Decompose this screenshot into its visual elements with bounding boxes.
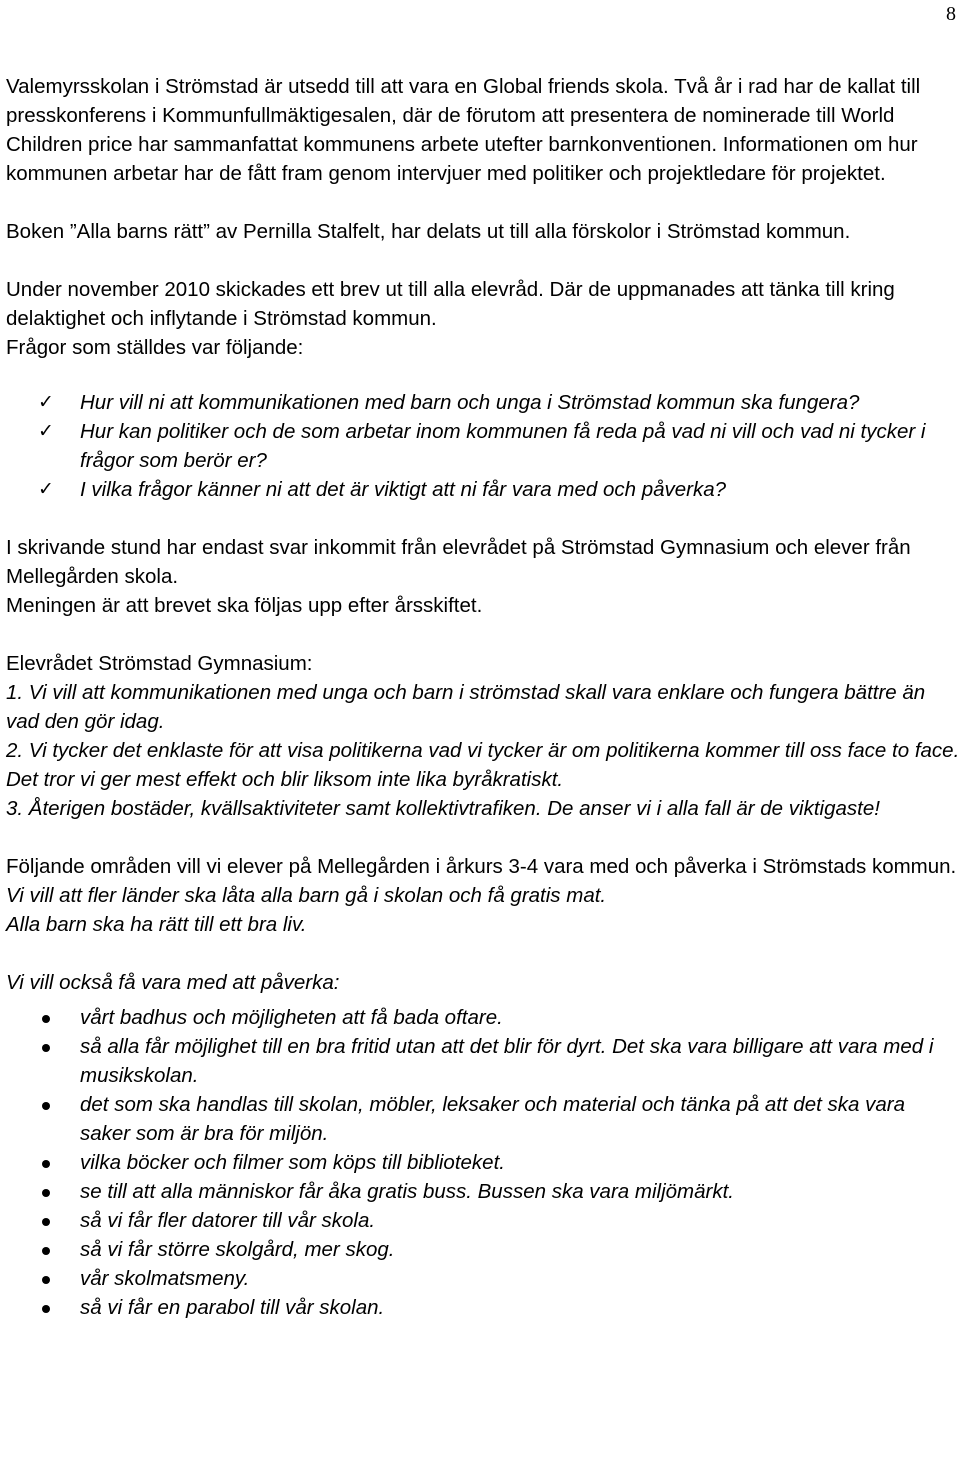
document-body <box>6 72 960 1322</box>
influence-item <box>6 1264 960 1293</box>
spacer <box>6 823 960 852</box>
influence-list <box>6 1003 960 1322</box>
bullet-icon <box>42 1189 50 1197</box>
spacer <box>6 504 960 533</box>
checkmark-icon: ✓ <box>38 391 54 413</box>
influence-item <box>6 1090 960 1148</box>
influence-item <box>6 1293 960 1322</box>
letter-paragraph: Under november 2010 skickades ett brev ut till alla elevråd. Där de uppmanades att tänka till kring delaktighet och inflytande i Strömstad kommun. <box>6 278 895 330</box>
influence-text: se till att alla människor får åka gratis buss. Bussen ska vara miljömärkt. <box>80 1180 734 1203</box>
influence-item <box>6 1177 960 1206</box>
spacer <box>6 620 960 649</box>
spacer <box>6 939 960 968</box>
influence-text: så vi får fler datorer till vår skola. <box>80 1209 376 1232</box>
responses-paragraph: I skrivande stund har endast svar inkommit från elevrådet på Strömstad Gymnasium och elever från Mellegården skola. <box>6 536 911 588</box>
influence-text: så alla får möjlighet till en bra fritid utan att det blir för dyrt. Det ska vara billigare att vara med i musikskolan. <box>80 1035 934 1087</box>
page-number: 8 <box>946 3 956 25</box>
influence-heading: Vi vill också få vara med att påverka: <box>6 971 340 994</box>
mellegarden-line-2: Alla barn ska ha rätt till ett bra liv. <box>6 913 307 936</box>
bullet-icon <box>42 1102 50 1110</box>
gymnasium-heading: Elevrådet Strömstad Gymnasium: <box>6 652 313 675</box>
spacer <box>6 362 960 388</box>
question-item <box>6 417 960 475</box>
mellegarden-intro: Följande områden vill vi elever på Mellegården i årkurs 3-4 vara med och påverka i Strömstads kommun. <box>6 855 957 878</box>
gymnasium-answer-1: 1. Vi vill att kommunikationen med unga och barn i strömstad skall vara enklare och fungera bättre än vad den gör idag. <box>6 681 926 733</box>
question-text: Hur vill ni att kommunikationen med barn och unga i Strömstad kommun ska fungera? <box>80 391 860 414</box>
influence-item <box>6 1235 960 1264</box>
influence-text: så vi får större skolgård, mer skog. <box>80 1238 395 1261</box>
bullet-icon <box>42 1015 50 1023</box>
intro-paragraph: Valemyrsskolan i Strömstad är utsedd till att vara en Global friends skola. Två år i rad har de kallat till presskonferens i Kommunfullmäktigesalen, där de förutom att presentera de nominerade till World Children price har sammanfattat kommunens arbete utefter barnkonventionen. Informationen om hur kommunen arbetar har de fått fram genom intervjuer med politiker och projektledare för projektet. <box>6 75 921 185</box>
influence-item <box>6 1206 960 1235</box>
question-text: Hur kan politiker och de som arbetar inom kommunen få reda på vad ni vill och vad ni tycker i frågor som berör er? <box>80 420 926 472</box>
bullet-icon <box>42 1305 50 1313</box>
question-item <box>6 388 960 417</box>
influence-item <box>6 1148 960 1177</box>
mellegarden-line-1: Vi vill att fler länder ska låta alla barn gå i skolan och få gratis mat. <box>6 884 607 907</box>
bullet-icon <box>42 1218 50 1226</box>
question-text: I vilka frågor känner ni att det är viktigt att ni får vara med och påverka? <box>80 478 727 501</box>
spacer <box>6 188 960 217</box>
followup-paragraph: Meningen är att brevet ska följas upp efter årsskiftet. <box>6 594 483 617</box>
gymnasium-answer-2: 2. Vi tycker det enklaste för att visa politikerna vad vi tycker är om politikerna kommer till oss face to face. Det tror vi ger mest effekt och blir liksom inte lika byråkratiskt. <box>6 739 960 791</box>
spacer <box>6 246 960 275</box>
questions-intro: Frågor som ställdes var följande: <box>6 336 304 359</box>
influence-text: så vi får en parabol till vår skolan. <box>80 1296 385 1319</box>
questions-list <box>6 388 960 504</box>
gymnasium-answer-3: 3. Återigen bostäder, kvällsaktiviteter samt kollektivtrafiken. De anser vi i alla fall är de viktigaste! <box>6 797 880 820</box>
question-item <box>6 475 960 504</box>
bullet-icon <box>42 1247 50 1255</box>
influence-text: vårt badhus och möjligheten att få bada oftare. <box>80 1006 503 1029</box>
influence-text: vår skolmatsmeny. <box>80 1267 250 1290</box>
bullet-icon <box>42 1160 50 1168</box>
influence-text: vilka böcker och filmer som köps till biblioteket. <box>80 1151 505 1174</box>
bullet-icon <box>42 1044 50 1052</box>
bullet-icon <box>42 1276 50 1284</box>
influence-item <box>6 1032 960 1090</box>
book-paragraph: Boken ”Alla barns rätt” av Pernilla Stalfelt, har delats ut till alla förskolor i Strömstad kommun. <box>6 220 851 243</box>
checkmark-icon: ✓ <box>38 420 54 442</box>
influence-item <box>6 1003 960 1032</box>
checkmark-icon: ✓ <box>38 478 54 500</box>
influence-text: det som ska handlas till skolan, möbler, leksaker och material och tänka på att det ska vara saker som är bra för miljön. <box>80 1093 905 1145</box>
